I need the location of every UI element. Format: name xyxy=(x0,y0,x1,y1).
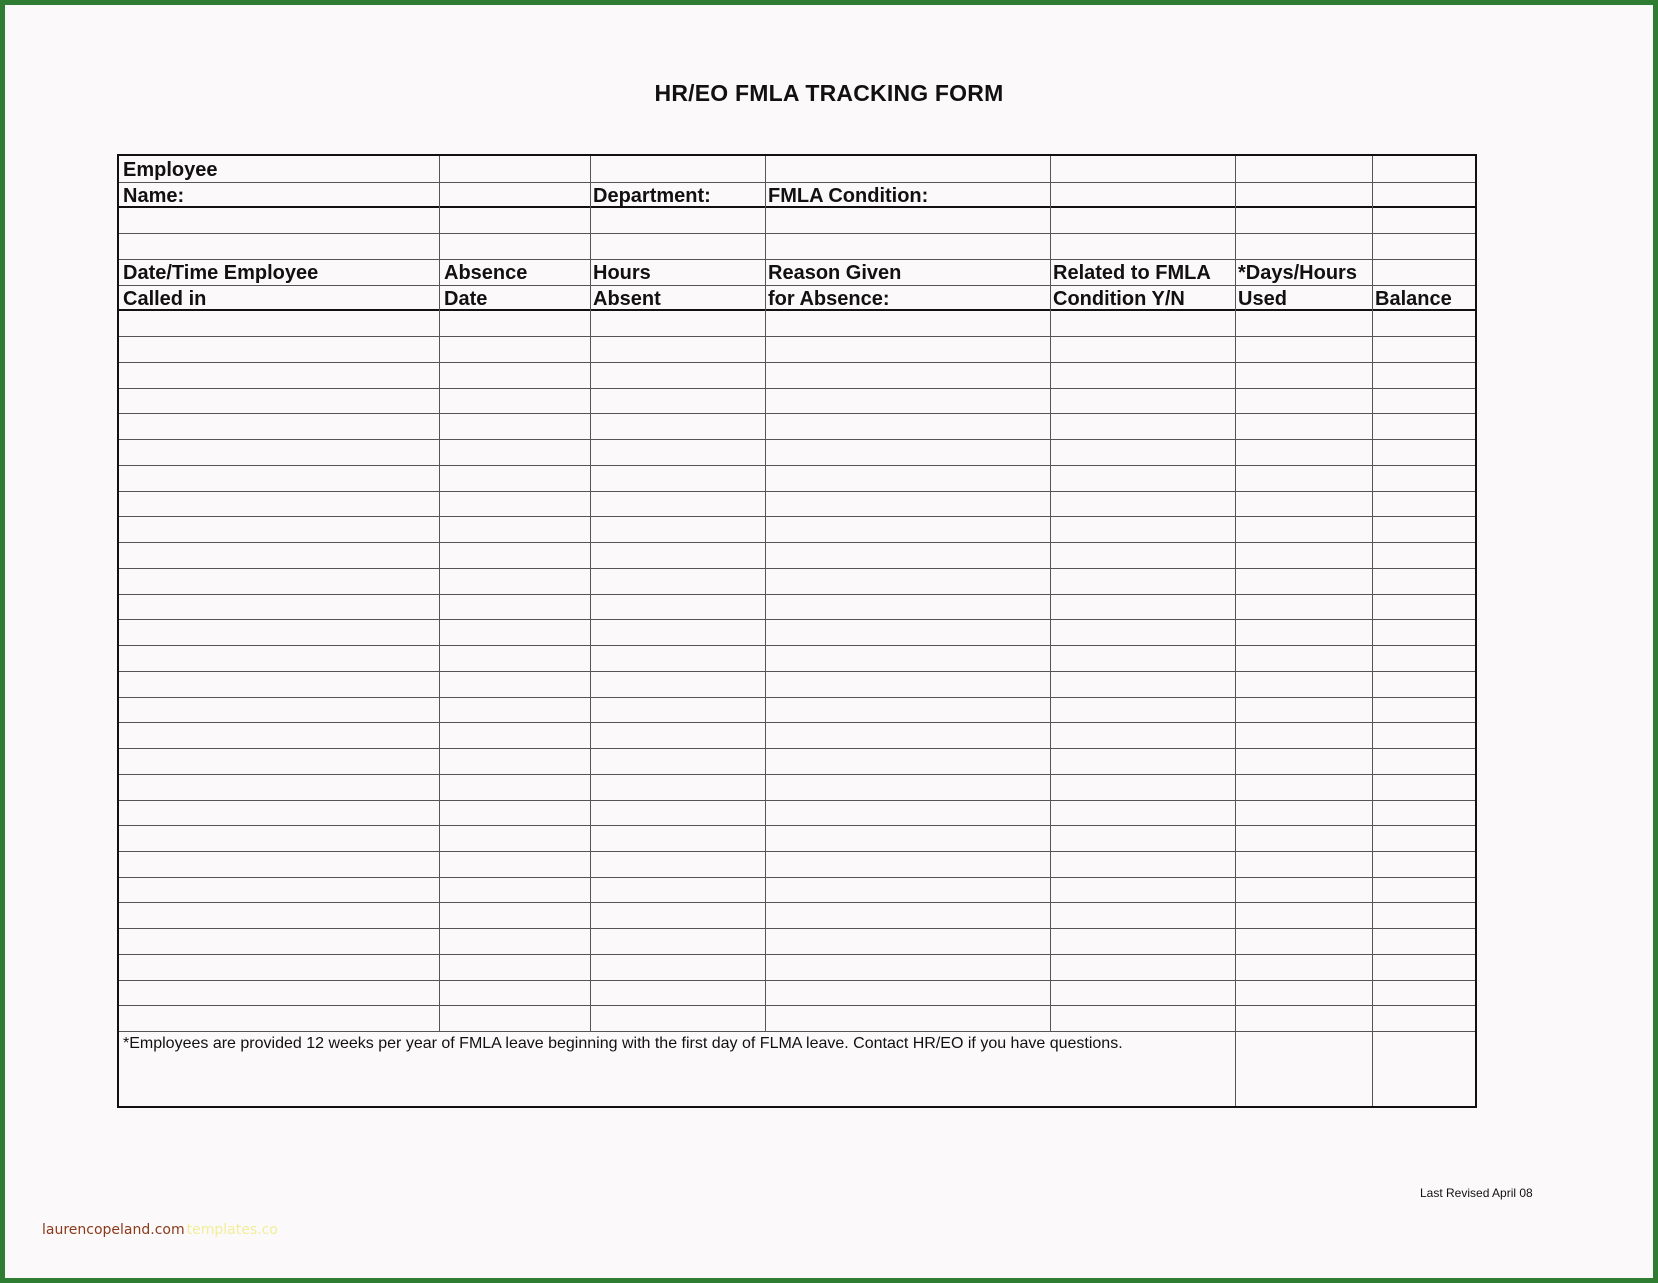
table-row-divider xyxy=(119,465,1475,466)
name-label: Name: xyxy=(123,185,185,207)
table-row-divider xyxy=(119,619,1475,620)
fmla-footnote: *Employees are provided 12 weeks per year of FMLA leave beginning with the first day of FLMA leave. Contact HR/EO if you have questions. xyxy=(123,1035,1123,1053)
col-header-reason-line1: Reason Given xyxy=(768,262,902,284)
col-header-related-line2: Condition Y/N xyxy=(1053,288,1185,310)
table-row-divider xyxy=(119,774,1475,775)
table-row-divider xyxy=(119,851,1475,852)
col-header-absence-line1: Absence xyxy=(444,262,528,284)
col-header-called-line1: Date/Time Employee xyxy=(123,262,319,284)
table-row-divider xyxy=(119,568,1475,569)
col-header-absence-line2: Date xyxy=(444,288,488,310)
col-header-days-line2: Used xyxy=(1238,288,1287,310)
table-row-divider xyxy=(119,542,1475,543)
table-row-divider xyxy=(119,928,1475,929)
table-row-divider xyxy=(119,645,1475,646)
table-column-divider xyxy=(1372,156,1373,1106)
form-title: HR/EO FMLA TRACKING FORM xyxy=(654,80,1004,106)
table-row-divider xyxy=(119,825,1475,826)
col-header-days-line1: *Days/Hours xyxy=(1238,262,1357,284)
table-row-divider xyxy=(119,413,1475,414)
table-row-divider xyxy=(119,259,1475,260)
table-column-divider xyxy=(439,156,440,1031)
col-header-balance: Balance xyxy=(1375,288,1452,310)
table-row-divider xyxy=(119,671,1475,672)
fmla-condition-label: FMLA Condition: xyxy=(768,185,929,207)
table-row-divider xyxy=(119,594,1475,595)
col-header-related-line1: Related to FMLA xyxy=(1053,262,1211,284)
table-row-divider xyxy=(119,336,1475,337)
table-row-divider xyxy=(119,233,1475,234)
table-column-divider xyxy=(1235,156,1236,1106)
table-row-divider xyxy=(119,516,1475,517)
table-row-divider xyxy=(119,902,1475,903)
col-header-called-line2: Called in xyxy=(123,288,207,310)
last-revised-text: Last Revised April 08 xyxy=(1420,1186,1533,1200)
watermark-ghost-text: templates.co xyxy=(186,1222,278,1238)
table-column-divider xyxy=(590,156,591,1031)
table-column-divider xyxy=(765,156,766,1031)
table-row-divider xyxy=(119,206,1475,208)
table-row-divider xyxy=(119,748,1475,749)
watermark-logo xyxy=(42,1222,278,1238)
table-row-divider xyxy=(119,697,1475,698)
table-row-divider xyxy=(119,800,1475,801)
col-header-hours-line2: Absent xyxy=(593,288,661,310)
table-row-divider xyxy=(119,439,1475,440)
table-row-divider xyxy=(119,285,1475,286)
fmla-tracking-table xyxy=(117,154,1477,1108)
table-row-divider xyxy=(119,877,1475,878)
table-row-divider xyxy=(119,309,1475,311)
table-row-divider xyxy=(119,362,1475,363)
table-row-divider xyxy=(119,388,1475,389)
table-row-divider xyxy=(119,954,1475,955)
watermark-text: laurencopeland.com xyxy=(42,1222,185,1238)
table-row-divider xyxy=(119,182,1475,183)
department-label: Department: xyxy=(593,185,711,207)
employee-label: Employee xyxy=(123,159,218,181)
col-header-reason-line2: for Absence: xyxy=(768,288,890,310)
table-row-divider xyxy=(119,980,1475,981)
table-row-divider xyxy=(119,1031,1475,1032)
col-header-hours-line1: Hours xyxy=(593,262,651,284)
table-row-divider xyxy=(119,491,1475,492)
table-row-divider xyxy=(119,1005,1475,1006)
table-column-divider xyxy=(1050,156,1051,1031)
table-row-divider xyxy=(119,722,1475,723)
